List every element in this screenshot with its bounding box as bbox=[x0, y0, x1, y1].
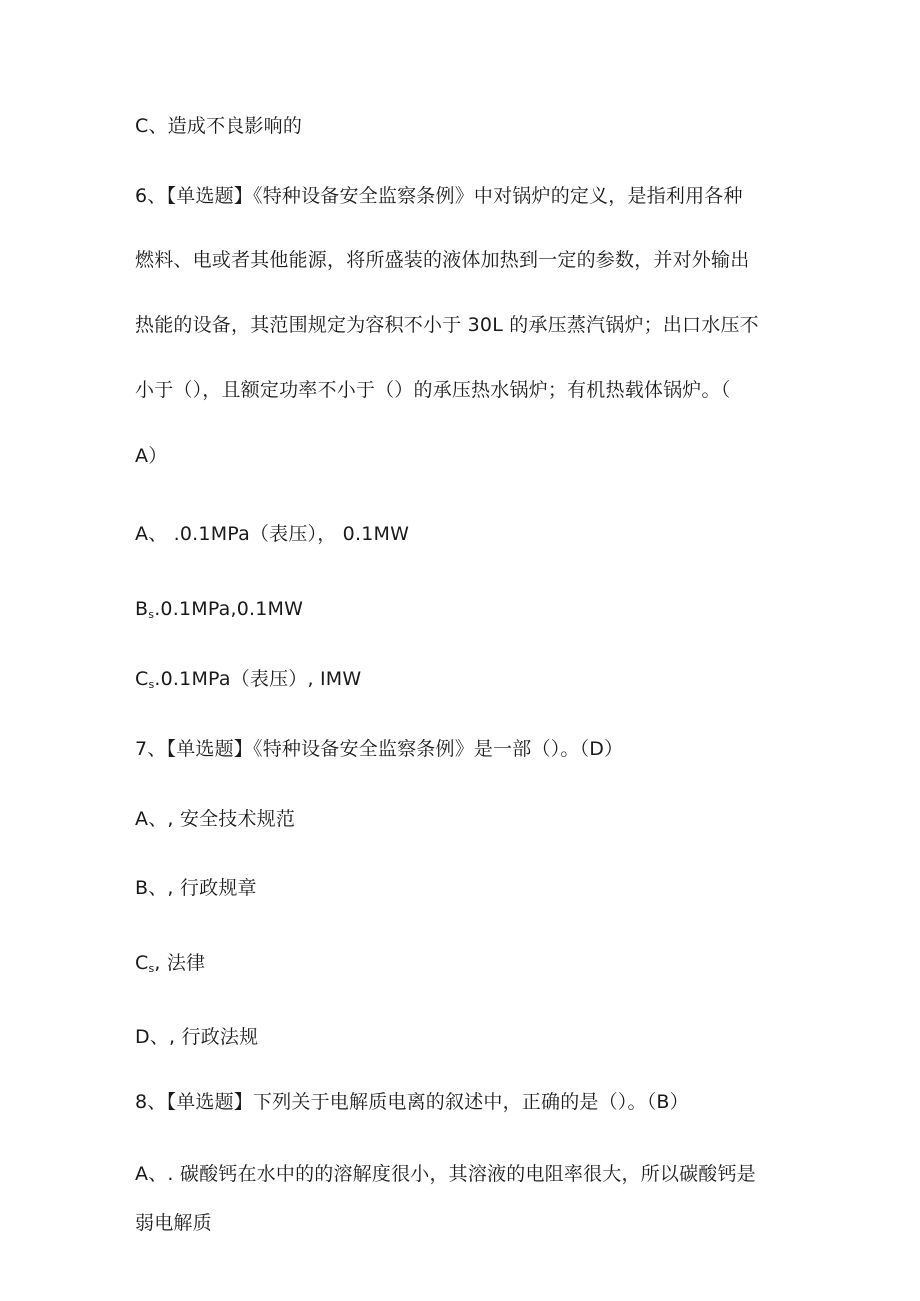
q6-option-c-letter: C bbox=[135, 668, 149, 690]
q7-option-c bbox=[135, 951, 205, 981]
q8-option-a-line-2: 弱电解质 bbox=[135, 1212, 212, 1234]
q6-option-a: A、 .0.1MPa（表压）， 0.1MW bbox=[135, 523, 410, 545]
prev-option-c: C、造成不良影响的 bbox=[135, 115, 303, 137]
q6-stem-line-5: A） bbox=[135, 445, 168, 467]
q7-option-c-sub: s bbox=[148, 962, 155, 975]
q6-option-c-text: .0.1MPa（表压）, IMW bbox=[154, 668, 362, 690]
q6-stem-line-4: 小于（），且额定功率不小于（）的承压热水锅炉；有机热载体锅炉。（ bbox=[135, 379, 731, 401]
q6-option-c bbox=[135, 667, 361, 697]
q8-stem: 8、【单选题】下列关于电解质电离的叙述中，正确的是（）。（B） bbox=[135, 1091, 689, 1113]
q7-stem: 7、【单选题】《特种设备安全监察条例》是一部（）。（D） bbox=[135, 738, 624, 760]
q7-option-a: A、, 安全技术规范 bbox=[135, 808, 296, 830]
q6-option-b bbox=[135, 597, 303, 627]
q8-option-a-line-1: A、. 碳酸钙在水中的的溶解度很小，其溶液的电阻率很大，所以碳酸钙是 bbox=[135, 1163, 756, 1185]
q6-option-b-sub: s bbox=[148, 608, 155, 621]
q7-option-c-text: , 法律 bbox=[154, 952, 206, 974]
q6-option-c-sub: s bbox=[148, 678, 155, 691]
q6-stem-line-2: 燃料、电或者其他能源，将所盛装的液体加热到一定的参数，并对外输出 bbox=[135, 249, 750, 271]
q7-option-b: B、, 行政规章 bbox=[135, 877, 257, 899]
q7-option-d: D、, 行政法规 bbox=[135, 1026, 259, 1048]
q6-stem-line-1: 6、【单选题】《特种设备安全监察条例》中对锅炉的定义，是指利用各种 bbox=[135, 185, 743, 207]
q7-option-c-letter: C bbox=[135, 952, 149, 974]
q6-option-b-letter: B bbox=[135, 598, 149, 620]
q6-option-b-text: .0.1MPa,0.1MW bbox=[154, 598, 304, 620]
q6-stem-line-3: 热能的设备，其范围规定为容积不小于 30L 的承压蒸汽锅炉；出口水压不 bbox=[135, 314, 759, 336]
